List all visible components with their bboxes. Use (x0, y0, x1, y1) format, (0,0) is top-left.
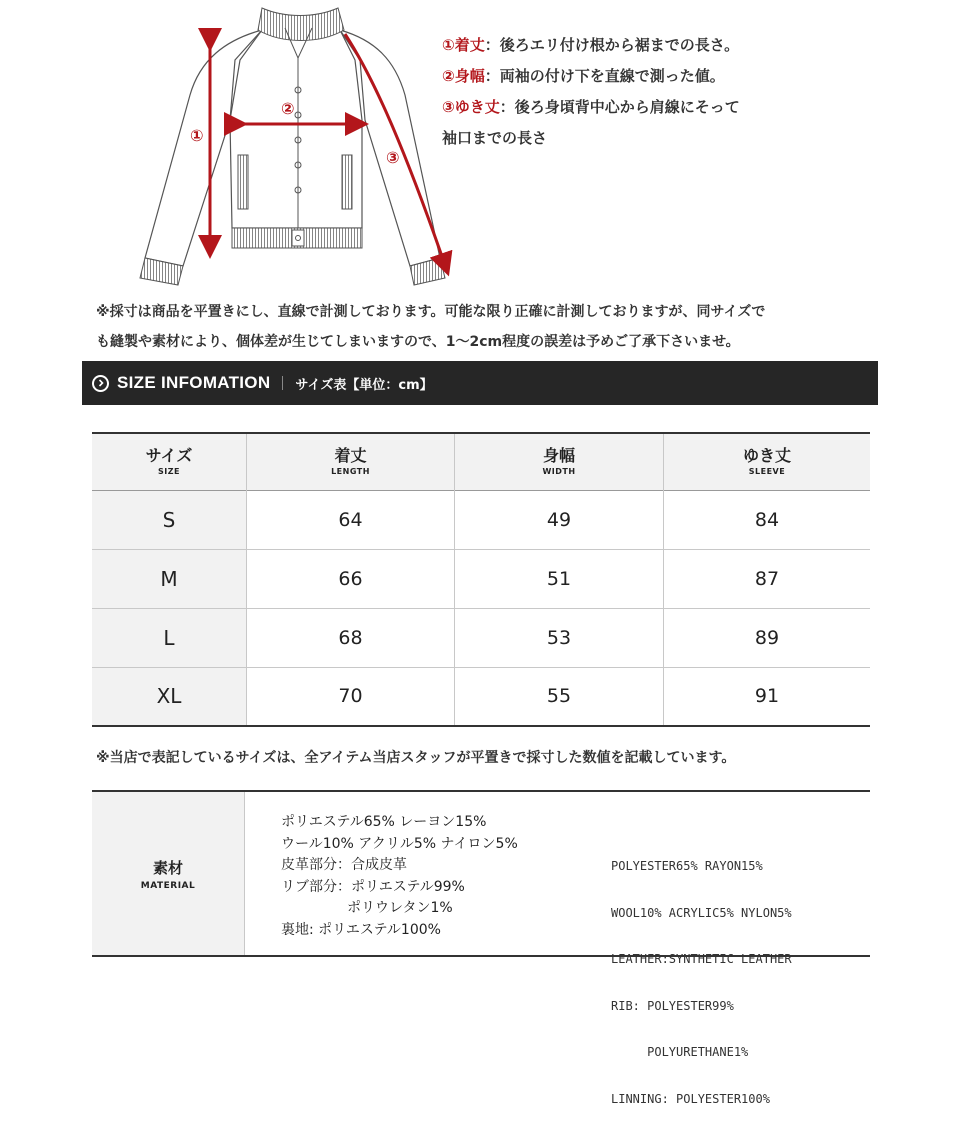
banner-divider (282, 376, 283, 390)
material-label (92, 792, 245, 955)
legend-sleeve-cont: 袖口までの長さ (442, 129, 548, 147)
material-section (92, 790, 870, 1106)
material-en-line: RIB: POLYESTER99% (611, 998, 734, 1013)
size-table-header (92, 433, 870, 490)
material-jp-line: 皮革部分：合成皮革 (281, 857, 407, 873)
header-length: 着丈 LENGTH (247, 433, 455, 490)
sleeve-cell: 91 (664, 667, 871, 726)
material-en-list (611, 792, 792, 1106)
table-row (92, 549, 870, 608)
width-cell: 55 (455, 667, 664, 726)
size-cell: L (92, 608, 247, 667)
staff-measurement-note: ※当店で表記しているサイズは、全アイテム当店スタッフが平置きで採寸した数値を記載しています。 (96, 750, 736, 766)
length-cell: 66 (247, 549, 455, 608)
length-cell: 64 (247, 490, 455, 549)
material-jp-line: ポリエステル65% レーヨン15% (281, 814, 487, 830)
header-width: 身幅 WIDTH (455, 433, 664, 490)
header-size: サイズ SIZE (92, 433, 247, 490)
jacket-illustration (120, 0, 460, 290)
width-cell: 53 (455, 608, 664, 667)
size-cell: M (92, 549, 247, 608)
sleeve-cell: 87 (664, 549, 871, 608)
material-en-line: POLYESTER65% RAYON15% (611, 859, 763, 873)
material-en-line: LEATHER:SYNTHETIC LEATHER (611, 952, 792, 966)
sleeve-cell: 84 (664, 490, 871, 549)
header-sleeve: ゆき丈 SLEEVE (664, 433, 871, 490)
length-cell: 68 (247, 608, 455, 667)
legend-width: ②身幅：両袖の付け下を直線で測った値。 (442, 67, 725, 85)
size-cell: S (92, 490, 247, 549)
length-cell: 70 (247, 667, 455, 726)
sleeve-cell: 89 (664, 608, 871, 667)
size-cell: XL (92, 667, 247, 726)
table-row (92, 490, 870, 549)
material-jp-line: 裏地: ポリエステル100% (281, 921, 441, 938)
width-cell: 49 (455, 490, 664, 549)
material-jp-line: ウール10% アクリル5% ナイロン5% (281, 835, 518, 852)
material-en-line: WOOL10% ACRYLIC5% NYLON5% (611, 905, 792, 920)
material-label-jp: 素材 (152, 858, 183, 877)
table-row (92, 667, 870, 726)
size-table (92, 432, 870, 727)
legend-length: ①着丈：後ろエリ付け根から裾までの長さ。 (442, 36, 740, 54)
table-row (92, 608, 870, 667)
chevron-right-icon (92, 375, 109, 392)
banner-subtitle: サイズ表【単位：cm】 (295, 377, 433, 393)
material-en-line: LINNING: POLYESTER100% (611, 1091, 770, 1106)
size-info-banner (82, 361, 878, 405)
marker-1: ① (190, 126, 204, 145)
material-jp-list (245, 792, 611, 955)
width-cell: 51 (455, 549, 664, 608)
marker-2: ② (281, 99, 295, 118)
material-jp-line: リブ部分：ポリエステル99% (281, 878, 465, 895)
material-en-line: POLYURETHANE1% (611, 1045, 749, 1059)
material-label-en: MATERIAL (140, 880, 196, 891)
jacket-measurement-diagram (120, 0, 460, 290)
material-jp-line: ポリウレタン1% (347, 900, 453, 916)
legend-sleeve: ③ゆき丈：後ろ身頃背中心から肩線にそって (442, 98, 740, 116)
marker-3: ③ (386, 148, 400, 167)
measurement-legend (442, 30, 922, 154)
measurement-note: ※採寸は商品を平置きにし、直線で計測しております。可能な限り正確に計測しておりますが、同サイズで も縫製や素材により、個体差が生じてしまいますので、1〜2cm程度の誤差は予めご了承下さいませ。 (96, 304, 766, 350)
banner-title: SIZE INFOMATION (117, 373, 271, 392)
